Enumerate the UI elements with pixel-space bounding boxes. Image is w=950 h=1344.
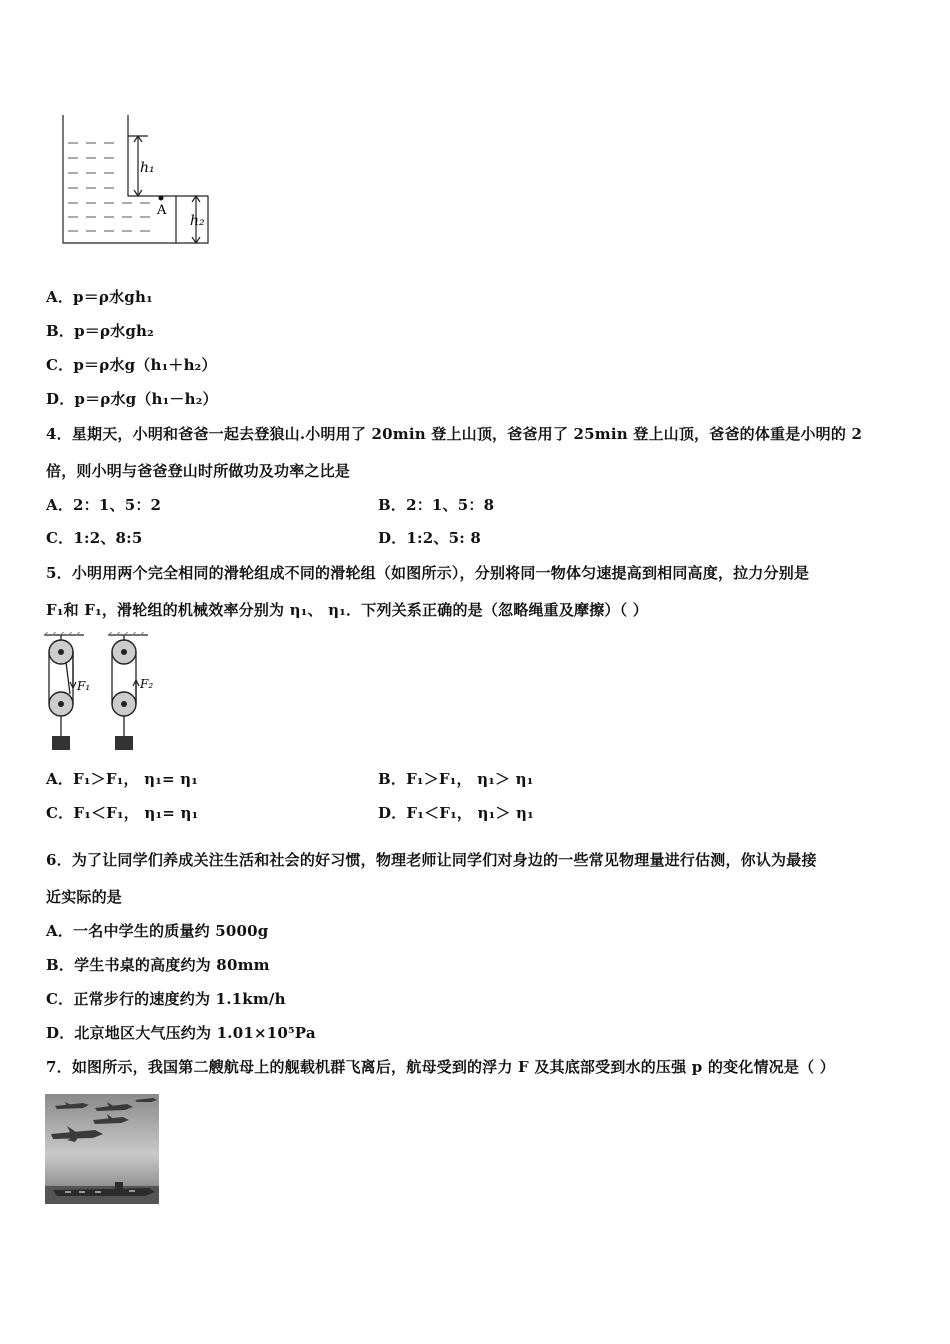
label-f1: F₁ xyxy=(77,679,91,693)
label-h1: h₁ xyxy=(140,160,155,176)
q4-stem-line2: 倍，则小明与爸爸登山时所做功及功率之比是 xyxy=(46,462,351,480)
q6-option-a: A．一名中学生的质量约 5000g xyxy=(46,922,269,940)
q3-option-d: D．p＝ρ水g（h₁－h₂） xyxy=(46,390,218,408)
q5-option-d: D．F₁＜F₁， η₁＞ η₁ xyxy=(378,804,534,822)
q5-stem-line1: 5．小明用两个完全相同的滑轮组成不同的滑轮组（如图所示），分别将同一物体匀速提高到相同高度，拉力分别是 xyxy=(46,564,810,582)
q3-option-b: B．p＝ρ水gh₂ xyxy=(46,322,154,340)
label-f2: F₂ xyxy=(140,677,154,691)
q6-option-b: B．学生书桌的高度约为 80mm xyxy=(46,956,270,974)
q5-option-c: C．F₁＜F₁， η₁= η₁ xyxy=(46,804,199,822)
q6-option-c: C．正常步行的速度约为 1.1km/h xyxy=(46,990,286,1008)
q5-option-a: A．F₁＞F₁， η₁= η₁ xyxy=(46,770,199,788)
q4-stem-line1: 4．星期天，小明和爸爸一起去登狼山.小明用了 20min 登上山顶，爸爸用了 25min 登上山顶，爸爸的体重是小明的 2 xyxy=(46,425,863,443)
label-h2: h₂ xyxy=(190,213,205,229)
q4-option-a: A．2：1、5：2 xyxy=(46,496,162,514)
q6-option-d: D．北京地区大气压约为 1.01×10⁵Pa xyxy=(46,1024,316,1042)
aircraft-carrier-photo xyxy=(45,1094,159,1204)
container-diagram xyxy=(58,110,218,250)
pulley-diagram xyxy=(40,632,170,754)
q4-option-b: B．2：1、5：8 xyxy=(378,496,495,514)
q4-option-d: D．1:2、5: 8 xyxy=(378,529,482,547)
q4-option-c: C．1:2、8:5 xyxy=(46,529,143,547)
q3-option-c: C．p＝ρ水g（h₁＋h₂） xyxy=(46,356,217,374)
q5-stem-line2: F₁和 F₁，滑轮组的机械效率分别为 η₁、 η₁．下列关系正确的是（忽略绳重及摩擦）（ ） xyxy=(46,601,648,619)
q5-option-b: B．F₁＞F₁， η₁＞ η₁ xyxy=(378,770,534,788)
q3-option-a: A．p＝ρ水gh₁ xyxy=(46,288,153,306)
q6-stem-line1: 6．为了让同学们养成关注生活和社会的好习惯，物理老师让同学们对身边的一些常见物理量进行估测，你认为最接 xyxy=(46,851,817,869)
q7-stem-line1: 7．如图所示，我国第二艘航母上的舰载机群飞离后，航母受到的浮力 F 及其底部受到水的压强 p 的变化情况是（ ） xyxy=(46,1058,835,1076)
q6-stem-line2: 近实际的是 xyxy=(46,888,123,906)
label-point-a: A xyxy=(157,203,167,218)
